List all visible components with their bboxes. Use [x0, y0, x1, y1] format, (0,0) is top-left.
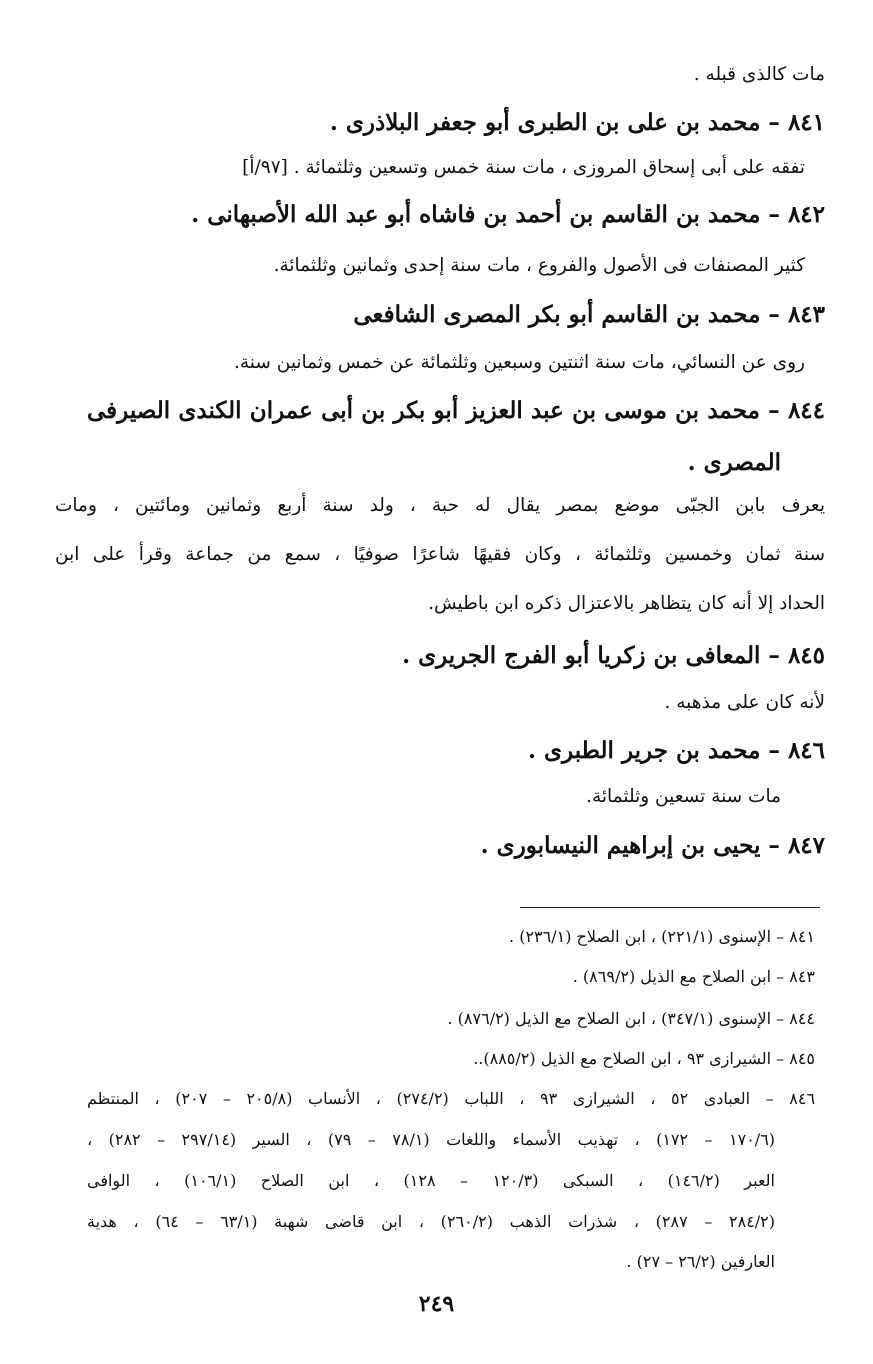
entry-heading-845: ٨٤٥ – المعافى بن زكريا أبو الفرج الجريرى . [402, 642, 825, 669]
entry-heading-843: ٨٤٣ – محمد بن القاسم أبو بكر المصرى الشافعى [353, 301, 825, 328]
text-line-844-a: يعرف بابن الجبّى موضع بمصر يقال له حبة ، ولد سنة أربع وثمانين ومائتين ، ومات [55, 495, 825, 516]
text-line-843: روى عن النسائي، مات سنة اثنتين وسبعين وثلثمائة عن خمس وثمانين سنة. [233, 352, 805, 373]
text-line-1: مات كالذى قبله . [693, 64, 825, 85]
entry-heading-844: ٨٤٤ – محمد بن موسى بن عبد العزيز أبو بكر بن أبى عمران الكندى الصيرفى [87, 397, 825, 424]
entry-heading-841: ٨٤١ – محمد بن على بن الطبرى أبو جعفر البلاذرى . [329, 109, 825, 136]
text-line-844-b: سنة ثمان وخمسين وثلثمائة ، وكان فقيهًا شاعرًا صوفيًا ، سمع من جماعة وقرأ على ابن [55, 544, 825, 565]
footnote-846-c: العبر (١٤٦/٢) ، السبكى (١٢٠/٣ – ١٢٨) ، ابن الصلاح (١٠٦/١) ، الوافى [87, 1171, 776, 1190]
footnote-841: ٨٤١ – الإسنوى (٢٢١/١) ، ابن الصلاح (٢٣٦/١) . [509, 927, 815, 946]
footnote-846-e: العارفين (٢٦/٢ – ٢٧) . [626, 1252, 775, 1271]
footnote-846-b: (١٧٠/٦ – ١٧٢) ، تهذيب الأسماء واللغات (٧٨/١ – ٧٩) ، السير (٢٩٧/١٤ – ٢٨٢) ، [87, 1130, 776, 1149]
footnote-separator [520, 907, 820, 908]
text-line-842: كثير المصنفات فى الأصول والفروع ، مات سنة إحدى وثمانين وثلثمائة. [273, 255, 805, 276]
text-line-844-c: الحداد إلا أنه كان يتظاهر بالاعتزال ذكره ابن باطيش. [428, 593, 825, 614]
entry-heading-844-cont: المصرى . [687, 449, 781, 476]
entry-heading-847: ٨٤٧ – يحيى بن إبراهيم النيسابورى . [480, 832, 825, 859]
footnote-846-a: ٨٤٦ – العبادى ٥٢ ، الشيرازى ٩٣ ، اللباب (٢٧٤/٢) ، الأنساب (٢٠٥/٨ – ٢٠٧) ، المنتظم [87, 1089, 816, 1108]
footnote-845: ٨٤٥ – الشيرازى ٩٣ ، ابن الصلاح مع الذيل (٨٨٥/٢).. [473, 1049, 815, 1068]
text-line-846: مات سنة تسعين وثلثمائة. [586, 786, 781, 807]
text-line-841: تفقه على أبى إسحاق المروزى ، مات سنة خمس وتسعين وثلثمائة . [٩٧/أ] [242, 157, 805, 178]
footnote-843: ٨٤٣ – ابن الصلاح مع الذيل (٨٦٩/٢) . [572, 967, 815, 986]
page-number: ٢٤٩ [418, 1291, 455, 1317]
text-line-845: لأنه كان على مذهبه . [664, 692, 825, 713]
entry-heading-846: ٨٤٦ – محمد بن جرير الطبرى . [528, 737, 825, 764]
entry-heading-842: ٨٤٢ – محمد بن القاسم بن أحمد بن فاشاه أبو عبد الله الأصبهانى . [191, 201, 825, 228]
footnote-844: ٨٤٤ – الإسنوى (٣٤٧/١) ، ابن الصلاح مع الذيل (٨٧٦/٢) . [447, 1009, 815, 1028]
footnote-846-d: (٢٨٤/٢ – ٢٨٧) ، شذرات الذهب (٢٦٠/٢) ، ابن قاضى شهبة (٦٣/١ – ٦٤) ، هدية [87, 1212, 776, 1231]
